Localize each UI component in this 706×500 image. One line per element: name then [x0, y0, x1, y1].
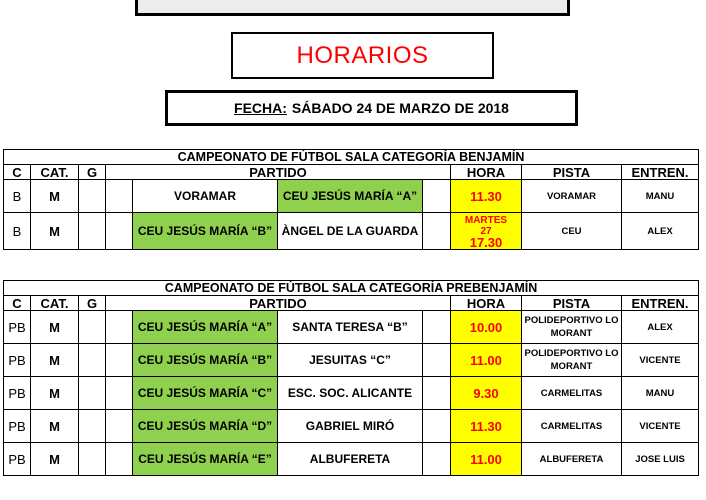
- cell-home-team: CEU JESÚS MARÍA “D”: [133, 410, 278, 443]
- col-header-entren: ENTREN.: [622, 296, 699, 311]
- cell-entren: VICENTE: [622, 410, 699, 443]
- cell-g: [79, 213, 106, 250]
- cell-c: PB: [4, 410, 31, 443]
- cell-c: B: [4, 213, 31, 250]
- col-header-entren: ENTREN.: [622, 165, 699, 180]
- cell-spacer: [423, 344, 451, 377]
- cell-pista: VORAMAR: [522, 180, 622, 213]
- cell-pista: CEU: [522, 213, 622, 250]
- cell-home-team: CEU JESÚS MARÍA “E”: [133, 443, 278, 476]
- cell-spacer: [423, 180, 451, 213]
- cell-c: PB: [4, 311, 31, 344]
- cell-spacer: [106, 344, 133, 377]
- cell-cat: M: [31, 410, 79, 443]
- cell-c: PB: [4, 377, 31, 410]
- cell-away-team: SANTA TERESA “B”: [278, 311, 423, 344]
- cell-c: PB: [4, 443, 31, 476]
- cell-hora: 11.00: [451, 443, 522, 476]
- cell-spacer: [106, 213, 133, 250]
- cell-cat: M: [31, 443, 79, 476]
- table-row: [4, 344, 699, 377]
- cell-entren: MANU: [622, 377, 699, 410]
- cell-g: [79, 344, 106, 377]
- cell-away-team: JESUITAS “C”: [278, 344, 423, 377]
- cell-hora: 11.00: [451, 344, 522, 377]
- benjamin-title: CAMPEONATO DE FÚTBOL SALA CATEGORÍA BENJAMÍN: [4, 150, 699, 165]
- col-header-g: G: [79, 165, 106, 180]
- top-banner-box: [135, 0, 570, 16]
- col-header-partido: PARTIDO: [106, 165, 451, 180]
- col-header-c: C: [4, 296, 31, 311]
- page-title: [231, 32, 494, 79]
- date-value: SÁBADO 24 DE MARZO DE 2018: [291, 100, 509, 116]
- cell-pista: POLIDEPORTIVO LO MORANT: [522, 311, 622, 344]
- cell-home-team: CEU JESÚS MARÍA “A”: [133, 311, 278, 344]
- cell-hora: 11.30: [451, 180, 522, 213]
- cell-c: PB: [4, 344, 31, 377]
- cell-pista: ALBUFERETA: [522, 443, 622, 476]
- cell-entren: JOSE LUIS: [622, 443, 699, 476]
- table-row: [4, 377, 699, 410]
- cell-pista: CARMELITAS: [522, 377, 622, 410]
- cell-pista: CARMELITAS: [522, 410, 622, 443]
- cell-spacer: [106, 377, 133, 410]
- hora-date: 27: [480, 225, 492, 237]
- cell-home-team: VORAMAR: [133, 180, 278, 213]
- table-row: [4, 180, 699, 213]
- cell-home-team: CEU JESÚS MARÍA “C”: [133, 377, 278, 410]
- cell-away-team: GABRIEL MIRÓ: [278, 410, 423, 443]
- cell-away-team: ALBUFERETA: [278, 443, 423, 476]
- cell-hora: 10.00: [451, 311, 522, 344]
- cell-home-team: CEU JESÚS MARÍA “B”: [133, 213, 278, 250]
- col-header-hora: HORA: [451, 296, 522, 311]
- cell-away-team: ESC. SOC. ALICANTE: [278, 377, 423, 410]
- cell-entren: ALEX: [622, 311, 699, 344]
- cell-away-team: CEU JESÚS MARÍA “A”: [278, 180, 423, 213]
- cell-spacer: [423, 377, 451, 410]
- cell-c: B: [4, 180, 31, 213]
- cell-hora: 9.30: [451, 377, 522, 410]
- cell-g: [79, 443, 106, 476]
- table-row: [4, 410, 699, 443]
- col-header-hora: HORA: [451, 165, 522, 180]
- cell-cat: M: [31, 311, 79, 344]
- cell-g: [79, 311, 106, 344]
- cell-hora: [451, 213, 522, 250]
- cell-home-team: CEU JESÚS MARÍA “B”: [133, 344, 278, 377]
- col-header-c: C: [4, 165, 31, 180]
- hora-time: 17.30: [469, 234, 503, 250]
- col-header-g: G: [79, 296, 106, 311]
- col-header-pista: PISTA: [522, 165, 622, 180]
- prebenjamin-title: CAMPEONATO DE FÚTBOL SALA CATEGORÍA PREBENJAMÍN: [4, 281, 699, 296]
- col-header-cat: CAT.: [31, 296, 79, 311]
- cell-g: [79, 377, 106, 410]
- cell-entren: VICENTE: [622, 344, 699, 377]
- date-label: FECHA:: [234, 100, 287, 116]
- cell-spacer: [106, 410, 133, 443]
- date-box: [165, 90, 578, 126]
- cell-g: [79, 410, 106, 443]
- prebenjamin-table: [3, 280, 699, 476]
- cell-spacer: [106, 180, 133, 213]
- cell-entren: MANU: [622, 180, 699, 213]
- cell-cat: M: [31, 180, 79, 213]
- cell-away-team: ÀNGEL DE LA GUARDA: [278, 213, 423, 250]
- col-header-cat: CAT.: [31, 165, 79, 180]
- cell-hora: 11.30: [451, 410, 522, 443]
- cell-cat: M: [31, 213, 79, 250]
- col-header-pista: PISTA: [522, 296, 622, 311]
- cell-spacer: [423, 410, 451, 443]
- cell-spacer: [106, 311, 133, 344]
- page-title-text: HORARIOS: [296, 41, 429, 69]
- cell-spacer: [423, 311, 451, 344]
- cell-spacer: [106, 443, 133, 476]
- cell-g: [79, 180, 106, 213]
- hora-day: MARTES: [464, 214, 508, 226]
- cell-entren: ALEX: [622, 213, 699, 250]
- table-row: [4, 443, 699, 476]
- cell-spacer: [423, 213, 451, 250]
- table-row: [4, 311, 699, 344]
- cell-spacer: [423, 443, 451, 476]
- col-header-partido: PARTIDO: [106, 296, 451, 311]
- cell-cat: M: [31, 377, 79, 410]
- cell-cat: M: [31, 344, 79, 377]
- table-row: [4, 213, 699, 250]
- cell-pista: POLIDEPORTIVO LO MORANT: [522, 344, 622, 377]
- benjamin-table: [3, 149, 699, 250]
